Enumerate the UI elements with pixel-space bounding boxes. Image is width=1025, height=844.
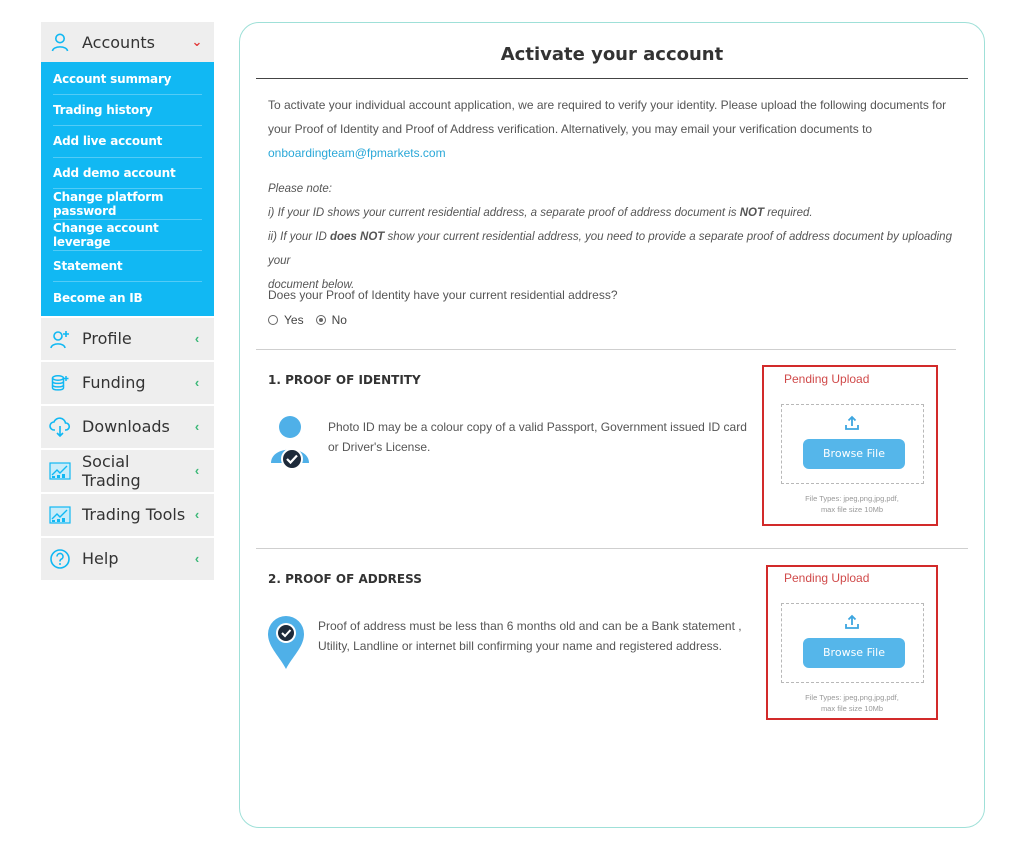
proof-of-identity-description: Photo ID may be a colour copy of a valid Passport, Government issued ID card or Driver's License. — [328, 420, 747, 454]
sidebar-item-label: Profile — [82, 329, 132, 348]
address-browse-file-button[interactable]: Browse File — [803, 638, 905, 668]
submenu-change-platform-password[interactable]: Change platform password — [53, 189, 202, 220]
note-heading: Please note: — [268, 183, 332, 195]
address-file-types-text: File Types: jpeg,png,jpg,pdf, — [805, 693, 899, 702]
page-title: Activate your account — [256, 23, 968, 79]
sidebar-item-label: Help — [82, 549, 119, 568]
radio-yes[interactable] — [268, 313, 304, 327]
divider — [256, 349, 956, 350]
proof-of-identity-title: 1. PROOF OF IDENTITY — [268, 373, 421, 387]
cloud-download-icon — [49, 416, 71, 438]
chevron-left-icon: ‹ — [194, 331, 200, 346]
note-i-bold: NOT — [739, 207, 765, 219]
note-ii-line2: document below. — [268, 279, 355, 291]
identity-person-icon — [268, 413, 314, 473]
identity-status-badge: Pending Upload — [784, 372, 870, 386]
address-file-types — [782, 692, 922, 714]
radio-no[interactable] — [316, 313, 347, 327]
submenu-add-live-account[interactable]: Add live account — [53, 126, 202, 157]
sidebar-item-accounts[interactable] — [41, 22, 214, 62]
sidebar-item-label: Downloads — [82, 417, 170, 436]
note-text — [268, 177, 968, 297]
email-link[interactable]: onboardingteam@fpmarkets.com — [268, 146, 446, 160]
note-ii-prefix: ii) If your ID — [268, 231, 330, 243]
submenu-statement[interactable]: Statement — [53, 251, 202, 282]
accounts-submenu — [41, 62, 214, 316]
coins-icon — [49, 372, 71, 394]
add-user-icon — [49, 328, 71, 350]
submenu-change-account-leverage[interactable]: Change account leverage — [53, 220, 202, 251]
chevron-left-icon: ‹ — [194, 551, 200, 566]
note-i-prefix: i) If your ID shows your current residential address, a separate proof of address document is — [268, 207, 740, 219]
radio-no-indicator[interactable] — [316, 315, 326, 325]
upload-icon[interactable] — [843, 414, 861, 432]
identity-browse-file-button[interactable]: Browse File — [803, 439, 905, 469]
sidebar-item-label: Funding — [82, 373, 146, 392]
upload-icon[interactable] — [843, 613, 861, 631]
activate-account-card — [239, 22, 985, 828]
submenu-become-an-ib[interactable]: Become an IB — [53, 290, 143, 305]
residential-address-radio-group — [268, 313, 359, 327]
intro-line-1: To activate your individual account application, we are required to verify your identity. Please upload the following documents for — [268, 98, 947, 112]
intro-line-2: your Proof of Identity and Proof of Address verification. Alternatively, you may email your verification documents to — [268, 122, 873, 136]
identity-max-size: max file size 10Mb — [820, 505, 884, 514]
identity-file-types — [782, 493, 922, 515]
radio-no-label: No — [331, 313, 347, 327]
question-icon — [49, 548, 71, 570]
chevron-left-icon: ‹ — [194, 463, 200, 478]
note-ii-suffix: show your current residential address, you need to provide a separate proof of address document by uploading your — [268, 231, 952, 267]
address-max-size: max file size 10Mb — [820, 704, 884, 713]
sidebar-item-social-trading[interactable] — [41, 450, 214, 492]
sidebar-item-funding[interactable] — [41, 362, 214, 404]
divider — [256, 548, 968, 549]
sidebar-item-label: Social Trading — [82, 451, 141, 490]
sidebar-item-trading-tools[interactable] — [41, 494, 214, 536]
radio-yes-indicator[interactable] — [268, 315, 278, 325]
proof-of-address-description: Proof of address must be less than 6 months old and can be a Bank statement , Utility, Landline or internet bill confirming your name and registered address. — [318, 619, 742, 653]
chevron-left-icon: ‹ — [194, 375, 200, 390]
sidebar-item-label: Accounts — [82, 32, 155, 52]
sidebar-item-downloads[interactable] — [41, 406, 214, 448]
proof-of-address-title: 2. PROOF OF ADDRESS — [268, 572, 422, 586]
chevron-down-icon: ⌄ — [191, 34, 203, 49]
note-ii-bold: does NOT — [329, 231, 385, 243]
submenu-add-demo-account[interactable]: Add demo account — [53, 158, 202, 189]
sidebar-item-profile[interactable] — [41, 318, 214, 360]
sidebar-item-help[interactable] — [41, 538, 214, 580]
submenu-trading-history[interactable]: Trading history — [53, 95, 202, 126]
sidebar — [41, 22, 214, 582]
radio-yes-label: Yes — [284, 313, 304, 327]
intro-text — [268, 93, 968, 165]
location-pin-icon — [266, 615, 306, 671]
chevron-left-icon: ‹ — [194, 419, 200, 434]
address-status-badge: Pending Upload — [784, 571, 870, 585]
chart-icon — [49, 460, 71, 482]
chevron-left-icon: ‹ — [194, 507, 200, 522]
chart-icon — [49, 504, 71, 526]
residential-address-question: Does your Proof of Identity have your current residential address? — [268, 288, 618, 302]
identity-file-types-text: File Types: jpeg,png,jpg,pdf, — [805, 494, 899, 503]
user-icon — [49, 31, 71, 53]
note-i-suffix: required. — [764, 207, 813, 219]
submenu-account-summary[interactable]: Account summary — [53, 64, 202, 95]
sidebar-item-label: Trading Tools — [82, 505, 186, 524]
